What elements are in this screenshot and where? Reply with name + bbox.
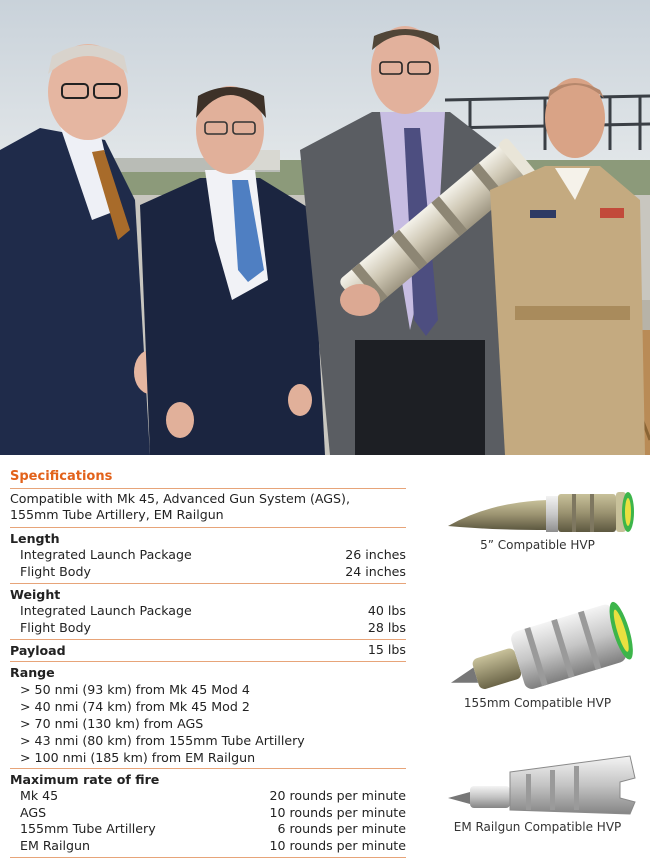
spec-row	[10, 564, 406, 581]
range-item: > 40 nmi (74 km) from Mk 45 Mod 2	[20, 698, 250, 714]
compatibility-text	[10, 491, 406, 525]
projectile-155mm	[430, 596, 645, 710]
spec-label: EM Railgun	[20, 838, 90, 854]
spec-row	[10, 547, 406, 564]
divider	[10, 527, 406, 528]
payload-value: 15 lbs	[367, 641, 406, 657]
5in-hvp-illustration	[430, 478, 645, 538]
length-section	[10, 530, 406, 581]
range-title: Range	[10, 664, 55, 680]
divider	[10, 768, 406, 769]
weight-section	[10, 586, 406, 637]
spec-label: Integrated Launch Package	[20, 547, 192, 562]
range-item: > 70 nmi (130 km) from AGS	[20, 715, 204, 731]
length-title: Length	[10, 531, 60, 546]
range-item: > 50 nmi (93 km) from Mk 45 Mod 4	[20, 681, 250, 697]
spec-row	[10, 788, 406, 805]
spec-value: 26 inches	[345, 547, 406, 562]
spec-value: 10 rounds per minute	[269, 804, 406, 820]
spec-value: 10 rounds per minute	[269, 838, 406, 854]
spec-row	[10, 620, 406, 637]
compatibility-line-1: Compatible with Mk 45, Advanced Gun System (AGS),	[10, 491, 350, 506]
spec-label: Flight Body	[20, 563, 91, 579]
spec-value: 20 rounds per minute	[269, 787, 406, 803]
divider	[10, 488, 406, 489]
spec-row	[10, 805, 406, 822]
spec-value: 24 inches	[345, 563, 406, 579]
spec-label: Mk 45	[20, 787, 59, 803]
railgun-hvp-caption: EM Railgun Compatible HVP	[453, 820, 622, 834]
divider	[10, 857, 406, 858]
specifications-panel	[10, 468, 406, 860]
range-item: > 100 nmi (185 km) from EM Railgun	[20, 749, 256, 765]
spec-value: 40 lbs	[367, 602, 406, 618]
projectile-railgun	[430, 748, 645, 834]
155mm-hvp-illustration	[430, 596, 645, 696]
range-section	[10, 664, 406, 766]
divider	[10, 583, 406, 584]
divider	[10, 639, 406, 640]
5in-hvp-caption: 5” Compatible HVP	[480, 538, 595, 552]
spec-value: 28 lbs	[367, 619, 406, 635]
spec-label: AGS	[20, 804, 47, 820]
spec-label: 155mm Tube Artillery	[20, 821, 156, 837]
payload-row	[10, 642, 406, 659]
projectile-5in	[430, 478, 645, 552]
railgun-hvp-illustration	[430, 748, 645, 820]
spec-label: Flight Body	[20, 619, 91, 635]
spec-label: Integrated Launch Package	[20, 602, 192, 618]
range-item: > 43 nmi (80 km) from 155mm Tube Artillery	[20, 732, 305, 748]
spec-row	[10, 838, 406, 855]
spec-row	[10, 603, 406, 620]
weight-title: Weight	[10, 586, 61, 602]
payload-title: Payload	[10, 642, 66, 658]
rate-of-fire-title: Maximum rate of fire	[10, 771, 160, 787]
specifications-heading: Specifications	[10, 469, 113, 484]
compatibility-line-2: 155mm Tube Artillery, EM Railgun	[10, 507, 224, 522]
rate-of-fire-section	[10, 771, 406, 856]
divider	[10, 661, 406, 662]
spec-value: 6 rounds per minute	[277, 821, 406, 837]
spec-row	[10, 821, 406, 838]
155mm-hvp-caption: 155mm Compatible HVP	[463, 696, 612, 710]
